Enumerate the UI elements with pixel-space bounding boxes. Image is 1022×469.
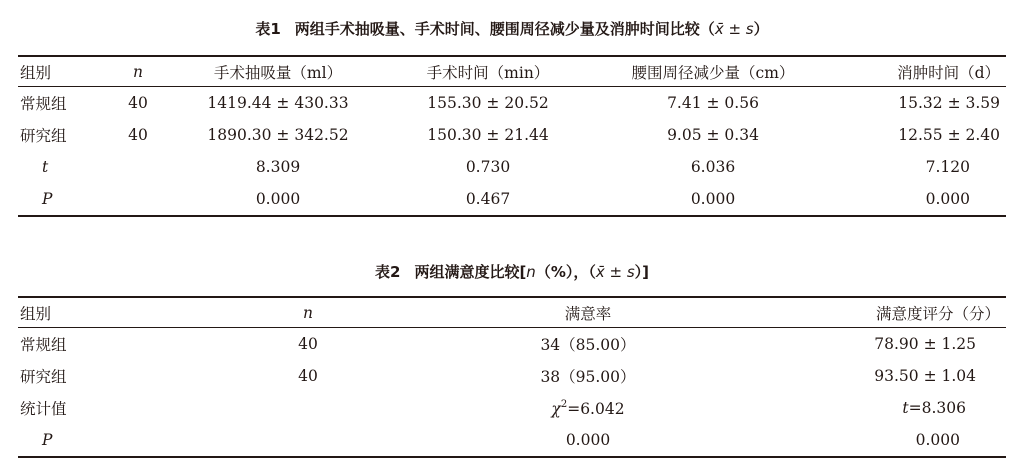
table-2-header-group: 组别 [20,304,52,323]
chi-value: =6.042 [567,399,625,418]
table-2-header-rate: 满意率 [564,304,612,323]
table-1-title-close: ） [753,20,769,38]
table-cell: 常规组 [20,336,67,354]
table-cell: 15.32 ± 3.59 [898,94,1000,112]
table-cell: 研究组 [20,368,67,386]
table-cell: 150.30 ± 21.44 [427,126,549,144]
table-1-grid [18,55,1006,217]
table-row [18,183,1006,216]
table-2-header-score: 满意度评分（分） [875,304,1000,323]
table-row [18,392,1006,424]
table-row [18,87,1006,120]
table-cell: 38（95.00） [540,368,636,386]
table-2-title-n: n [526,263,536,281]
table-2-header-row [18,297,1006,328]
table-2-title-mid: （%），（ [535,263,596,281]
table-1-header-waist: 腰围周径减少量（cm） [631,63,795,82]
table-cell: 40 [298,367,318,385]
table-1 [18,18,1006,217]
table-cell: 40 [298,335,318,353]
chi-square-cell [448,392,728,424]
table-row [18,424,1006,457]
table-cell: 1890.30 ± 342.52 [207,126,349,144]
table-1-caption [18,18,1006,40]
table-cell: 12.55 ± 2.40 [898,126,1000,144]
table-1-number: 表1 [255,20,281,38]
table-cell: 7.120 [925,158,970,176]
table-cell [98,151,178,183]
table-cell: 93.50 ± 1.04 [874,367,976,385]
table-row [18,119,1006,151]
table-2-caption [18,261,1006,283]
table-cell: 0.467 [465,190,511,208]
table-cell [168,392,448,424]
table-1-header-suction: 手术抽吸量（ml） [213,63,343,82]
table-cell: 6.036 [690,158,736,176]
table-cell: 7.41 ± 0.56 [667,94,759,112]
table-cell: 0.730 [465,158,511,176]
chi-symbol: χ [551,399,561,418]
table-cell: 0.000 [925,190,970,208]
table-1-header-op-time: 手术时间（min） [426,63,550,82]
table-2-number: 表2 [375,263,401,281]
table-1-header-group: 组别 [20,63,52,82]
table-1-header-n: n [133,62,143,81]
t-symbol: t [902,399,909,417]
table-cell: 统计值 [20,400,67,418]
table-2-title: 两组满意度比较[ [414,263,527,281]
table-cell: 0.000 [255,190,301,208]
table-cell: 78.90 ± 1.25 [874,335,976,353]
table-cell: 0.000 [565,431,611,449]
table-1-header-swelling: 消肿时间（d） [897,63,1000,82]
table-2-grid [18,296,1006,458]
chi-superscript: 2 [560,398,568,410]
table-cell: 0.000 [915,431,960,449]
table-cell: 9.05 ± 0.34 [667,126,759,144]
table-cell [168,424,448,457]
table-2-title-stat: x̄ ± s [595,263,635,281]
table-cell: P [42,431,53,449]
table-cell: 8.309 [255,158,301,176]
table-cell: 34（85.00） [540,336,636,354]
table-row [18,151,1006,183]
table-row [18,328,1006,361]
table-cell: 0.000 [690,190,736,208]
table-2-title-close: ）] [634,263,649,281]
t-value-cell [728,392,1006,424]
table-cell: P [42,190,53,208]
table-cell: 研究组 [20,127,67,145]
table-cell: 40 [128,126,148,144]
table-cell: 1419.44 ± 430.33 [207,94,349,112]
table-1-title-stat: x̄ ± s [714,20,754,38]
table-2-header-n: n [303,303,313,322]
table-cell [98,183,178,216]
t-value: =8.306 [908,399,966,417]
table-cell: 40 [128,94,148,112]
table-cell: 155.30 ± 20.52 [427,94,549,112]
table-cell: 常规组 [20,95,67,113]
table-row [18,360,1006,392]
table-1-title: 两组手术抽吸量、手术时间、腰围周径减少量及消肿时间比较（ [294,20,715,38]
table-cell: t [42,158,49,176]
table-2 [18,261,1006,458]
table-1-header-row [18,56,1006,87]
